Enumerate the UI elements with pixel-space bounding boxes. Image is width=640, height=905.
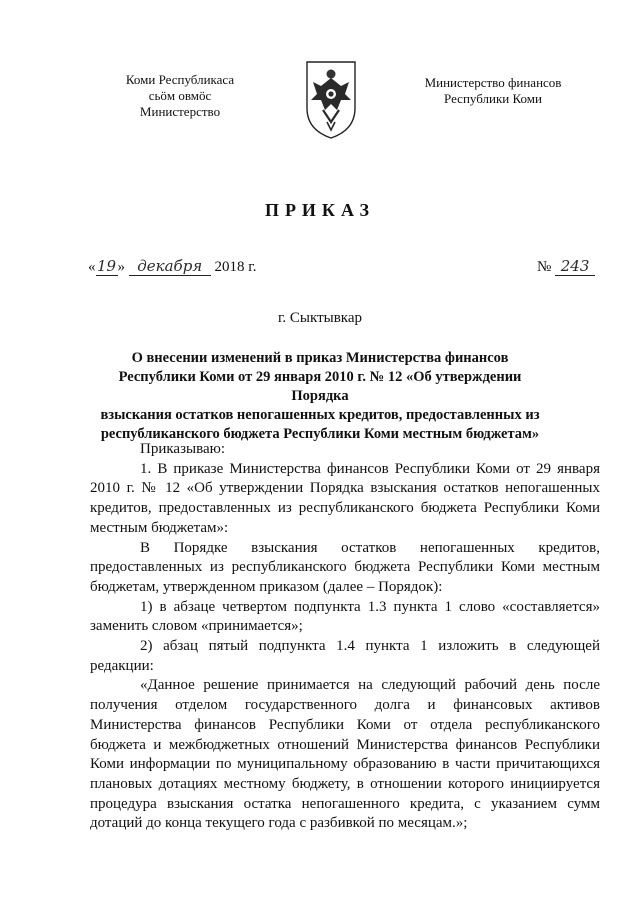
document-title: ПРИКАЗ bbox=[264, 200, 376, 220]
body-paragraph: Приказываю: bbox=[140, 441, 225, 457]
subject-line: взыскания остатков непогашенных кредитов, предоставленных из bbox=[100, 407, 540, 423]
date-quote-open: « bbox=[88, 259, 96, 275]
subject-line: Республики Коми от 29 января 2010 г. № 12 «Об утверждении Порядка bbox=[118, 369, 522, 404]
document-number bbox=[537, 257, 595, 276]
body-paragraph: 2) абзац пятый подпункта 1.4 пункта 1 изложить в следующей редакции: bbox=[90, 638, 600, 674]
subject-line: О внесении изменений в приказ Министерства финансов bbox=[131, 350, 509, 366]
body-paragraph: 1. В приказе Министерства финансов Республики Коми от 29 января 2010 г. № 12 «Об утверждении Порядка взыскания остатков непогашенных кредитов, предоставленных из республиканского бюджета Республики Коми местным бюджетам»: bbox=[90, 460, 600, 536]
header-right-line: Республики Коми bbox=[444, 91, 542, 106]
date-day: 19 bbox=[96, 257, 117, 275]
number-prefix: № bbox=[537, 259, 552, 275]
body-paragraph: В Порядке взыскания остатков непогашенных кредитов, предоставленных из республиканского бюджета Республики Коми местным бюджетам, утвержденном приказом (далее – Порядок): bbox=[90, 539, 600, 595]
document-subject bbox=[90, 349, 550, 444]
header-left-ministry-komi bbox=[100, 72, 260, 120]
header-left-line: Коми Республикаса bbox=[125, 72, 235, 87]
document-date bbox=[88, 257, 256, 276]
number-value: 243 bbox=[555, 257, 595, 276]
coat-of-arms-emblem bbox=[303, 60, 359, 140]
header-left-line: сьӧм овмӧс bbox=[148, 88, 212, 103]
subject-line: республиканского бюджета Республики Коми местным бюджетам» bbox=[100, 426, 540, 442]
date-month: декабря bbox=[129, 257, 211, 276]
document-city: г. Сыктывкар bbox=[277, 310, 363, 326]
header-right-line: Министерство финансов bbox=[424, 75, 562, 90]
date-quote-close: » bbox=[117, 259, 125, 275]
header-right-ministry-finance bbox=[402, 75, 584, 107]
document-body bbox=[90, 440, 600, 834]
body-paragraph: 1) в абзаце четвертом подпункта 1.3 пункта 1 слово «составляется» заменить словом «принимается»; bbox=[90, 598, 600, 635]
header-left-line: Министерство bbox=[139, 104, 221, 119]
date-year: 2018 г. bbox=[214, 259, 257, 275]
body-paragraph: «Данное решение принимается на следующий рабочий день после получения отделом государственного долга и финансовых активов Министерства финансов Республики Коми от отдела республиканского бюджета и межбюджетных отношений Министерства финансов Республики Коми информации по муниципальному образованию в части причитающихся плановых дотациях местному бюджету, в отношении которого инициируется процедура взыскания остатка непогашенного кредита, с указанием сумм дотаций до конца текущего года с разбивкой по месяцам.»; bbox=[90, 677, 600, 832]
